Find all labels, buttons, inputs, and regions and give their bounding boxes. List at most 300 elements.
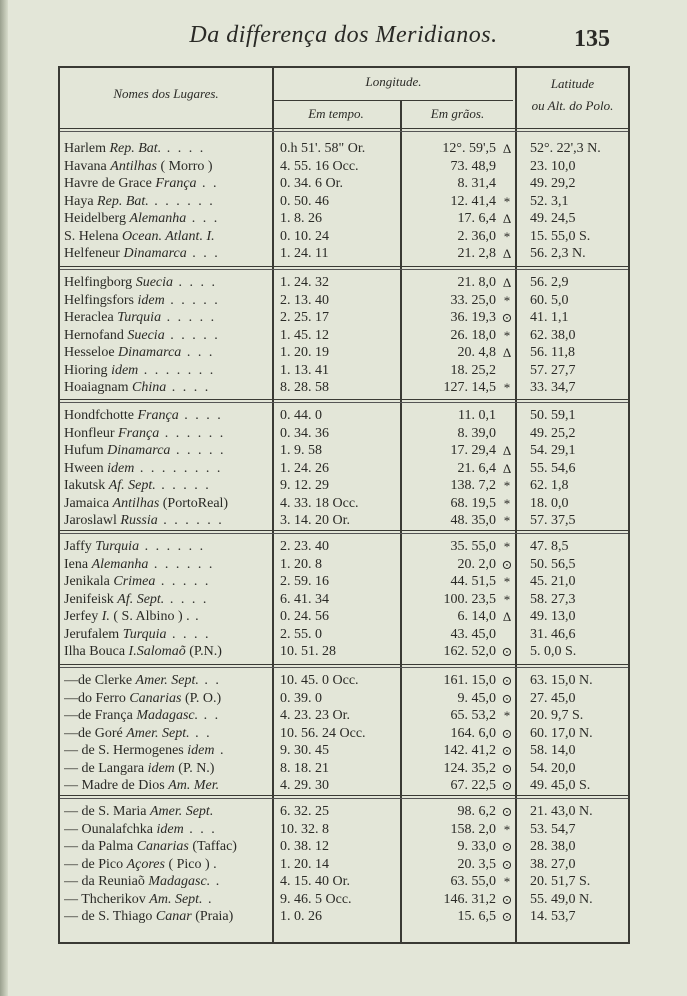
longitude-degrees: 20. 4,8 — [457, 345, 496, 360]
place-name: Hoaiagnam — [64, 380, 133, 395]
place-region: idem — [147, 760, 175, 776]
table-row — [60, 193, 628, 210]
place-region: Russia — [120, 513, 158, 528]
observation-mark: Δ — [502, 609, 512, 624]
latitude-value: 55. 54,6 — [530, 460, 576, 476]
place-name-cell — [64, 777, 270, 794]
place-region: Turquia — [122, 626, 167, 642]
longitude-time: 0. 44. 0 — [280, 408, 322, 423]
leader-dots: . . . . — [173, 275, 218, 290]
place-region: idem — [156, 821, 184, 837]
place-name: Jenikala — [64, 574, 114, 589]
leader-dots: . . . . . — [155, 574, 211, 589]
longitude-time: 0. 38. 12 — [280, 839, 329, 854]
leader-dots: . . . . . . — [148, 193, 215, 209]
place-name-cell — [64, 573, 270, 590]
longitude-time: 0. 39. 0 — [280, 690, 322, 706]
place-region: Antilhas — [110, 158, 157, 174]
page-title: Da differença dos Meridianos. — [189, 22, 498, 48]
place-region: Amer. Sept. — [126, 725, 190, 741]
table-row — [60, 140, 628, 157]
observation-mark: * — [503, 495, 511, 511]
table-row — [60, 425, 628, 442]
place-region: idem — [107, 460, 135, 476]
leader-dots: . . . . . . — [157, 513, 224, 528]
place-name: — de S. Maria — [64, 804, 150, 819]
latitude-value: 33. 34,7 — [530, 380, 576, 395]
observation-mark: ⊙ — [501, 743, 513, 758]
table-row — [60, 407, 628, 424]
place-name: — da Reuniaõ — [64, 874, 149, 889]
longitude-degrees: 35. 55,0 — [450, 539, 496, 554]
latitude-value: 49. 24,5 — [530, 211, 576, 226]
observation-mark: * — [503, 574, 511, 589]
place-name-cell — [64, 274, 270, 291]
longitude-degrees: 15. 6,5 — [457, 909, 496, 924]
observation-mark: * — [503, 874, 511, 889]
longitude-time: 1. 45. 12 — [280, 327, 329, 343]
latitude-value: 58. 14,0 — [530, 743, 576, 758]
place-region: China — [132, 380, 167, 395]
place-region: Dinamarca — [123, 246, 187, 261]
latitude-value: 52. 3,1 — [530, 193, 569, 209]
longitude-degrees: 9. 33,0 — [457, 839, 496, 854]
place-region: Canarias — [129, 690, 182, 706]
longitude-degrees: 33. 25,0 — [450, 292, 496, 308]
longitude-degrees: 146. 31,2 — [443, 891, 496, 907]
longitude-time: 1. 20. 19 — [280, 345, 329, 360]
observation-mark: ⊙ — [501, 760, 513, 776]
leader-dots: . . . . — [166, 380, 211, 395]
group-divider — [60, 399, 628, 403]
longitude-time: 4. 15. 40 Or. — [280, 874, 350, 889]
place-name-cell — [64, 690, 270, 707]
latitude-value: 5. 0,0 S. — [530, 644, 577, 659]
latitude-value: 49. 29,2 — [530, 176, 576, 191]
longitude-degrees: 20. 2,0 — [457, 556, 496, 572]
longitude-degrees: 98. 6,2 — [457, 804, 496, 819]
leader-dots: . . . . . . . . — [134, 460, 223, 476]
leader-dots: . . . . — [164, 591, 209, 607]
place-name-cell — [64, 460, 270, 477]
place-name: Haya — [64, 193, 98, 209]
place-name-cell — [64, 512, 270, 529]
longitude-degrees: 48. 35,0 — [450, 513, 496, 528]
place-name-cell — [64, 891, 270, 908]
place-name: — de S. Hermogenes — [64, 743, 188, 758]
longitude-time: 0. 50. 46 — [280, 193, 329, 209]
place-name: Havre de Grace — [64, 176, 156, 191]
leader-dots: . . — [198, 708, 221, 723]
latitude-value: 50. 59,1 — [530, 408, 576, 423]
place-name: Iakutsk — [64, 478, 109, 493]
longitude-time: 4. 33. 18 Occ. — [280, 495, 359, 511]
place-region: Af. Sept. — [108, 478, 156, 493]
table-row — [60, 908, 628, 925]
place-extra: (P. N.) — [174, 760, 215, 776]
table-row — [60, 725, 628, 742]
place-name-cell — [64, 210, 270, 227]
table-row — [60, 707, 628, 724]
place-name-cell — [64, 425, 270, 442]
leader-dots: . . . . . — [164, 292, 220, 308]
longitude-time: 2. 23. 40 — [280, 539, 329, 554]
longitude-degrees: 73. 48,9 — [450, 158, 496, 174]
observation-mark: ⊙ — [501, 856, 513, 872]
place-name: Honfleur — [64, 425, 119, 441]
longitude-degrees: 2. 36,0 — [457, 228, 496, 244]
leader-dots: . . . — [186, 246, 220, 261]
observation-mark: * — [503, 708, 511, 723]
place-region: Rep. Bat. — [97, 193, 149, 209]
table-row — [60, 591, 628, 608]
observation-mark: ⊙ — [501, 909, 513, 924]
leader-dots: . . — [198, 673, 221, 688]
latitude-value: 58. 27,3 — [530, 591, 576, 607]
longitude-time: 8. 28. 58 — [280, 380, 329, 395]
latitude-value: 27. 45,0 — [530, 690, 576, 706]
place-name-cell — [64, 908, 270, 925]
page-number: 135 — [574, 26, 610, 52]
table-row — [60, 292, 628, 309]
longitude-time: 10. 51. 28 — [280, 644, 336, 659]
place-name-cell — [64, 228, 270, 245]
place-name-cell — [64, 760, 270, 777]
place-extra: (PortoReal) — [159, 495, 229, 511]
latitude-value: 38. 27,0 — [530, 856, 576, 872]
longitude-time: 2. 25. 17 — [280, 310, 329, 325]
longitude-time: 1. 8. 26 — [280, 211, 322, 226]
longitude-degrees: 17. 29,4 — [450, 443, 496, 458]
header-latitude: Latitude — [550, 76, 595, 91]
place-name: Hufum — [64, 443, 108, 458]
table-row — [60, 556, 628, 573]
place-name-cell — [64, 873, 270, 890]
latitude-value: 50. 56,5 — [530, 556, 576, 572]
longitude-time: 0. 34. 6 Or. — [280, 176, 343, 191]
place-extra: (P. O.) — [181, 690, 222, 706]
longitude-degrees: 142. 41,2 — [443, 743, 496, 758]
observation-mark: Δ — [502, 460, 512, 476]
observation-mark: ⊙ — [501, 891, 513, 907]
table-row — [60, 158, 628, 175]
observation-mark: * — [503, 821, 511, 837]
place-name: S. Helena — [64, 228, 122, 244]
latitude-value: 60. 5,0 — [530, 292, 569, 308]
observation-mark: * — [503, 193, 511, 209]
place-name-cell — [64, 477, 270, 494]
place-name: Havana — [64, 158, 111, 174]
place-region: Açores — [126, 856, 165, 872]
latitude-value: 45. 21,0 — [530, 574, 576, 589]
longitude-degrees: 44. 51,5 — [450, 574, 496, 589]
place-region: Turquia — [95, 539, 140, 554]
longitude-time: 1. 0. 26 — [280, 909, 322, 924]
place-name: Hioring — [64, 362, 112, 378]
observation-mark: * — [503, 228, 511, 244]
header-longitude: Longitude. — [365, 74, 422, 89]
table-row — [60, 379, 628, 396]
longitude-time: 8. 18. 21 — [280, 760, 329, 776]
longitude-time: 2. 55. 0 — [280, 626, 322, 642]
place-region: Turquia — [117, 310, 162, 325]
longitude-degrees: 138. 7,2 — [450, 478, 496, 493]
place-name: — de Langara — [64, 760, 148, 776]
latitude-value: 41. 1,1 — [530, 310, 569, 325]
longitude-time: 4. 55. 16 Occ. — [280, 158, 359, 174]
table-row — [60, 573, 628, 590]
latitude-value: 49. 25,2 — [530, 425, 576, 441]
longitude-time: 9. 46. 5 Occ. — [280, 891, 352, 907]
place-name: — Madre de Dios — [64, 778, 169, 793]
place-name-cell — [64, 140, 270, 157]
group-divider — [60, 530, 628, 534]
place-region: Canarias — [136, 839, 189, 854]
place-region: Alemanha — [91, 556, 149, 572]
table-row — [60, 891, 628, 908]
observation-mark: * — [503, 380, 511, 395]
place-name-cell — [64, 838, 270, 855]
place-region: idem — [111, 362, 139, 378]
place-region: I. — [101, 609, 110, 624]
place-region: Dinamarca — [107, 443, 171, 458]
observation-mark: Δ — [502, 141, 512, 156]
table-row — [60, 803, 628, 820]
latitude-value: 56. 2,9 — [530, 275, 569, 290]
table-row — [60, 245, 628, 262]
table-row — [60, 690, 628, 707]
table-row — [60, 856, 628, 873]
place-region: Amer. Sept. — [149, 804, 214, 819]
leader-dots: . . . — [183, 821, 217, 837]
longitude-degrees: 68. 19,5 — [450, 495, 496, 511]
longitude-time: 10. 56. 24 Occ. — [280, 725, 366, 741]
latitude-value: 54. 29,1 — [530, 443, 576, 458]
longitude-degrees: 65. 53,2 — [450, 708, 496, 723]
place-name-cell — [64, 175, 270, 192]
latitude-value: 54. 20,0 — [530, 760, 576, 776]
latitude-value: 20. 9,7 S. — [530, 708, 584, 723]
leader-dots: . — [189, 609, 201, 624]
place-name-cell — [64, 158, 270, 175]
place-name: —do Ferro — [64, 690, 130, 706]
place-name: — de S. Thiago — [64, 909, 156, 924]
latitude-value: 49. 45,0 S. — [530, 778, 591, 793]
longitude-time: 3. 14. 20 Or. — [280, 513, 350, 528]
observation-mark: Δ — [502, 246, 512, 261]
place-region: idem — [137, 292, 165, 308]
longitude-degrees: 18. 25,2 — [450, 362, 496, 378]
observation-mark: * — [503, 327, 511, 343]
observation-mark: ⊙ — [501, 804, 513, 819]
longitude-time: 1. 20. 8 — [280, 556, 322, 572]
longitude-degrees: 161. 15,0 — [443, 673, 496, 688]
place-name-cell — [64, 725, 270, 742]
latitude-value: 63. 15,0 N. — [530, 673, 593, 688]
place-name-cell — [64, 495, 270, 512]
observation-mark: Δ — [502, 275, 512, 290]
place-extra: ( Pico ) . — [164, 856, 217, 872]
place-name: Helfingborg — [64, 275, 136, 290]
place-name: — Ounalafchka — [64, 821, 157, 837]
table-row — [60, 643, 628, 660]
table-row — [60, 309, 628, 326]
longitude-time: 2. 59. 16 — [280, 574, 329, 589]
table-row — [60, 274, 628, 291]
leader-dots: . . . . — [161, 141, 206, 156]
header-names: Nomes dos Lugares. — [113, 86, 219, 101]
place-name: — da Palma — [64, 839, 137, 854]
longitude-degrees: 21. 6,4 — [457, 460, 496, 476]
table-row — [60, 538, 628, 555]
place-name: Jerfey — [64, 609, 102, 624]
place-name-cell — [64, 742, 270, 759]
observation-mark: ⊙ — [501, 310, 513, 325]
place-extra: (P.N.) — [185, 644, 222, 659]
longitude-degrees: 8. 31,4 — [457, 176, 496, 191]
observation-mark: ⊙ — [501, 778, 513, 793]
table-row — [60, 873, 628, 890]
table-row — [60, 210, 628, 227]
place-extra: ( S. Albino ) . — [109, 609, 190, 624]
latitude-value: 56. 11,8 — [530, 345, 575, 360]
latitude-value: 31. 46,6 — [530, 626, 576, 642]
place-name: —de Clerke — [64, 673, 136, 688]
place-name: Heraclea — [64, 310, 118, 325]
longitude-degrees: 124. 35,2 — [443, 760, 496, 776]
longitude-degrees: 12°. 59',5 — [442, 141, 496, 156]
place-region: Suecia — [135, 275, 174, 290]
leader-dots: . . . . . — [164, 327, 220, 343]
latitude-value: 20. 51,7 S. — [530, 874, 591, 889]
place-name: Helfeneur — [64, 246, 124, 261]
latitude-value: 55. 49,0 N. — [530, 891, 593, 907]
table-row — [60, 175, 628, 192]
latitude-value: 53. 54,7 — [530, 821, 576, 837]
longitude-degrees: 20. 3,5 — [457, 856, 496, 872]
longitude-time: 1. 24. 11 — [280, 246, 329, 261]
table-row — [60, 327, 628, 344]
group-divider — [60, 664, 628, 668]
place-name: Jaffy — [64, 539, 96, 554]
place-name-cell — [64, 591, 270, 608]
longitude-time: 1. 9. 58 — [280, 443, 322, 458]
longitude-degrees: 127. 14,5 — [443, 380, 496, 395]
leader-dots: . . . . — [166, 626, 211, 642]
place-region: Alemanha — [129, 211, 187, 226]
leader-dots: . . . . . . — [159, 425, 226, 441]
meridian-table — [58, 66, 630, 944]
longitude-time: 1. 13. 41 — [280, 362, 329, 378]
table-row — [60, 477, 628, 494]
group-divider — [60, 795, 628, 799]
observation-mark: ⊙ — [501, 725, 513, 741]
place-region: Ocean. Atlant. I. — [121, 228, 215, 244]
observation-mark: Δ — [502, 443, 512, 458]
leader-dots: . . . . . — [161, 310, 217, 325]
latitude-value: 21. 43,0 N. — [530, 804, 593, 819]
longitude-time: 0. 24. 56 — [280, 609, 329, 624]
place-name-cell — [64, 608, 270, 625]
longitude-time: 0.h 51'. 58" Or. — [280, 141, 366, 156]
place-name: — Thcherikov — [64, 891, 150, 907]
place-name: Jamaica — [64, 495, 113, 511]
observation-mark: * — [503, 513, 511, 528]
longitude-time: 4. 23. 23 Or. — [280, 708, 350, 723]
place-name-cell — [64, 856, 270, 873]
latitude-value: 15. 55,0 S. — [530, 228, 591, 244]
leader-dots: . — [214, 743, 226, 758]
observation-mark: * — [503, 292, 511, 308]
latitude-value: 57. 37,5 — [530, 513, 576, 528]
leader-dots: . . — [196, 176, 219, 191]
longitude-time: 4. 29. 30 — [280, 778, 329, 793]
place-region: Canar — [155, 909, 192, 924]
leader-dots: . . . . . — [155, 478, 211, 493]
latitude-value: 57. 27,7 — [530, 362, 576, 378]
group-divider — [60, 266, 628, 270]
longitude-time: 10. 32. 8 — [280, 821, 329, 837]
table-row — [60, 821, 628, 838]
longitude-degrees: 11. 0,1 — [458, 408, 496, 423]
longitude-time: 2. 13. 40 — [280, 292, 329, 308]
longitude-degrees: 17. 6,4 — [457, 211, 496, 226]
latitude-value: 23. 10,0 — [530, 158, 576, 174]
place-name: —de França — [64, 708, 137, 723]
place-name: Hernofand — [64, 327, 128, 343]
table-row — [60, 838, 628, 855]
leader-dots: . — [202, 891, 214, 907]
place-name: Jerufalem — [64, 626, 123, 642]
header-divider — [272, 100, 513, 101]
table-row — [60, 777, 628, 794]
header-degrees: Em grãos. — [430, 106, 485, 121]
longitude-time: 1. 24. 26 — [280, 460, 329, 476]
place-name-cell — [64, 556, 270, 573]
leader-dots: . . — [189, 725, 212, 741]
leader-dots: . . . . . — [170, 443, 226, 458]
place-name: — de Pico — [64, 856, 127, 872]
place-region: Amer. Sept. — [135, 673, 199, 688]
place-name: Hween — [64, 460, 108, 476]
place-region: I.Salomaõ — [128, 644, 186, 659]
observation-mark: Δ — [502, 345, 512, 360]
longitude-degrees: 36. 19,3 — [450, 310, 496, 325]
place-region: Madagasc. — [148, 874, 211, 889]
place-region: Dinamarca — [118, 345, 182, 360]
latitude-value: 52°. 22',3 N. — [530, 141, 601, 156]
longitude-time: 0. 10. 24 — [280, 228, 329, 244]
longitude-time: 9. 12. 29 — [280, 478, 329, 493]
leader-dots: . . . — [181, 345, 215, 360]
place-name: Harlem — [64, 141, 110, 156]
place-extra: ( Morro ) — [156, 158, 213, 174]
longitude-time: 1. 20. 14 — [280, 856, 329, 872]
place-name-cell — [64, 292, 270, 309]
place-region: idem — [187, 743, 215, 758]
place-region: Crimea — [113, 574, 156, 589]
longitude-degrees: 67. 22,5 — [450, 778, 496, 793]
place-name-cell — [64, 672, 270, 689]
place-region: Rep. Bat. — [109, 141, 162, 156]
place-name-cell — [64, 362, 270, 379]
place-name: Jenifeisk — [64, 591, 118, 607]
table-row — [60, 608, 628, 625]
observation-mark: ⊙ — [501, 556, 513, 572]
longitude-degrees: 100. 23,5 — [443, 591, 496, 607]
place-name-cell — [64, 626, 270, 643]
place-name: Heidelberg — [64, 211, 130, 226]
